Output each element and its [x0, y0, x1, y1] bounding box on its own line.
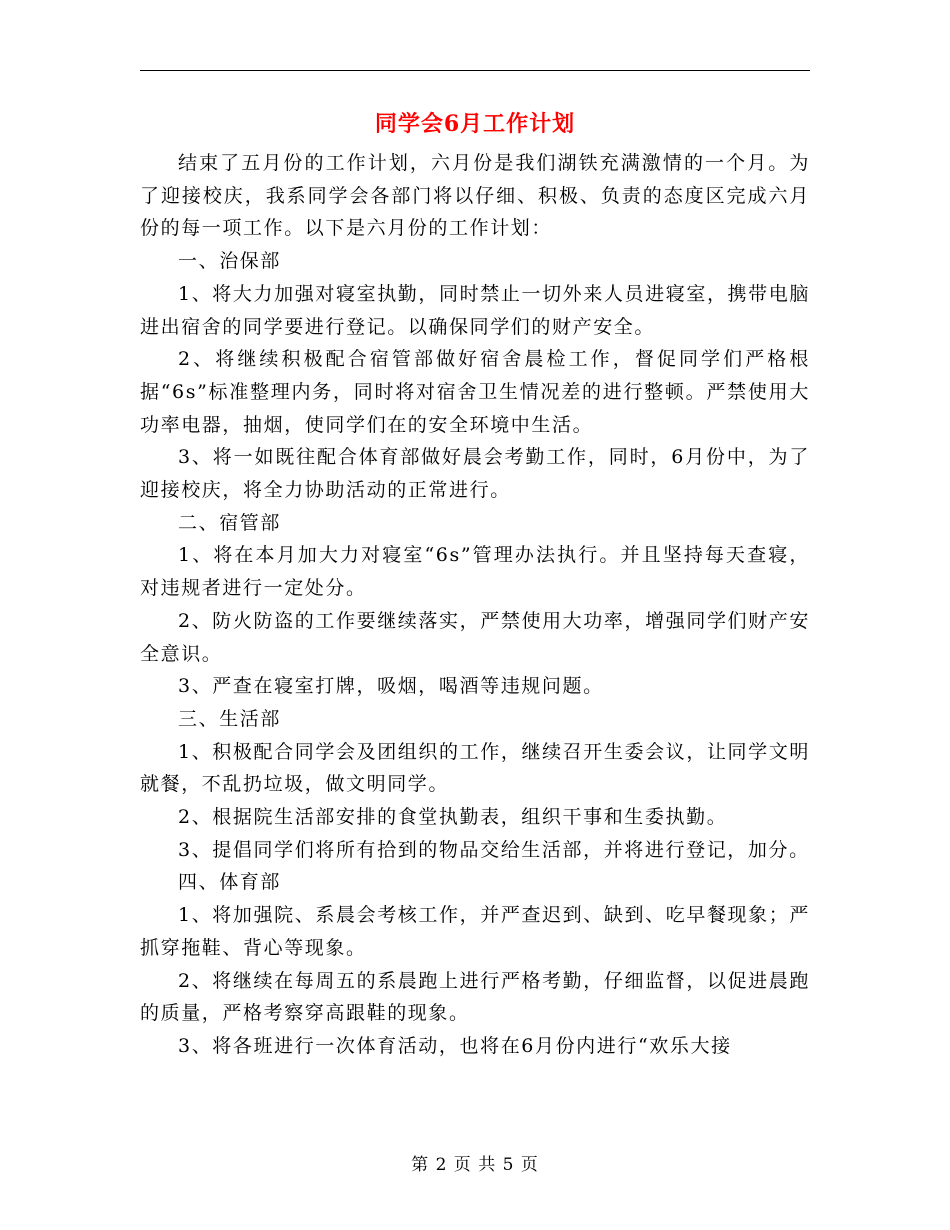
sports-item-2: 2、将继续在每周五的系晨跑上进行严格考勤，仔细监督，以促进晨跑的质量，严格考察穿高跟鞋的现象。 [140, 969, 810, 1025]
sports-item-1: 1、将加强院、系晨会考核工作，并严查迟到、缺到、吃早餐现象；严抓穿拖鞋、背心等现象。 [140, 904, 810, 959]
dorm-item-3: 3、严查在寝室打牌，吸烟，喝酒等违规问题。 [178, 675, 604, 698]
page-number: 第 2 页 共 5 页 [411, 1155, 539, 1175]
section-heading-dorm: 二、宿管部 [178, 511, 282, 534]
security-item-3: 3、将一如既往配合体育部做好晨会考勤工作，同时，6月份中，为了迎接校庆，将全力协助活动的正常进行。 [140, 446, 810, 502]
life-item-2: 2、根据院生活部安排的食堂执勤表，组织干事和生委执勤。 [178, 806, 728, 829]
section-heading-sports: 四、体育部 [178, 871, 282, 894]
intro-paragraph: 结束了五月份的工作计划，六月份是我们湖铁充满激情的一个月。为了迎接校庆，我系同学会各部门将以仔细、积极、负责的态度区完成六月份的每一项工作。以下是六月份的工作计划： [140, 152, 810, 240]
sports-item-3: 3、将各班进行一次体育活动，也将在6月份内进行“欢乐大接 [178, 1034, 732, 1057]
life-item-3: 3、提倡同学们将所有拾到的物品交给生活部，并将进行登记，加分。 [178, 838, 810, 861]
dorm-item-2: 2、防火防盗的工作要继续落实，严禁使用大功率，增强同学们财产安全意识。 [140, 609, 810, 665]
header-rule [140, 70, 810, 71]
life-item-1: 1、积极配合同学会及团组织的工作，继续召开生委会议，让同学文明就餐，不乱扔垃圾，做文明同学。 [140, 740, 810, 796]
security-item-2: 2、将继续积极配合宿管部做好宿舍晨检工作，督促同学们严格根据“6s”标准整理内务，同时将对宿舍卫生情况差的进行整顿。严禁使用大功率电器，抽烟，使同学们在的安全环境中生活。 [140, 348, 810, 436]
section-heading-life: 三、生活部 [178, 707, 282, 730]
document-title: 同学会6月工作计划 [374, 111, 576, 137]
security-item-1: 1、将大力加强对寝室执勤，同时禁止一切外来人员进寝室，携带电脑进出宿舍的同学要进行登记。以确保同学们的财产安全。 [140, 282, 810, 338]
section-heading-security: 一、治保部 [178, 250, 282, 273]
document-body [140, 147, 810, 1063]
dorm-item-1: 1、将在本月加大力对寝室“6s”管理办法执行。并且坚持每天查寝，对违规者进行一定处分。 [140, 544, 810, 600]
